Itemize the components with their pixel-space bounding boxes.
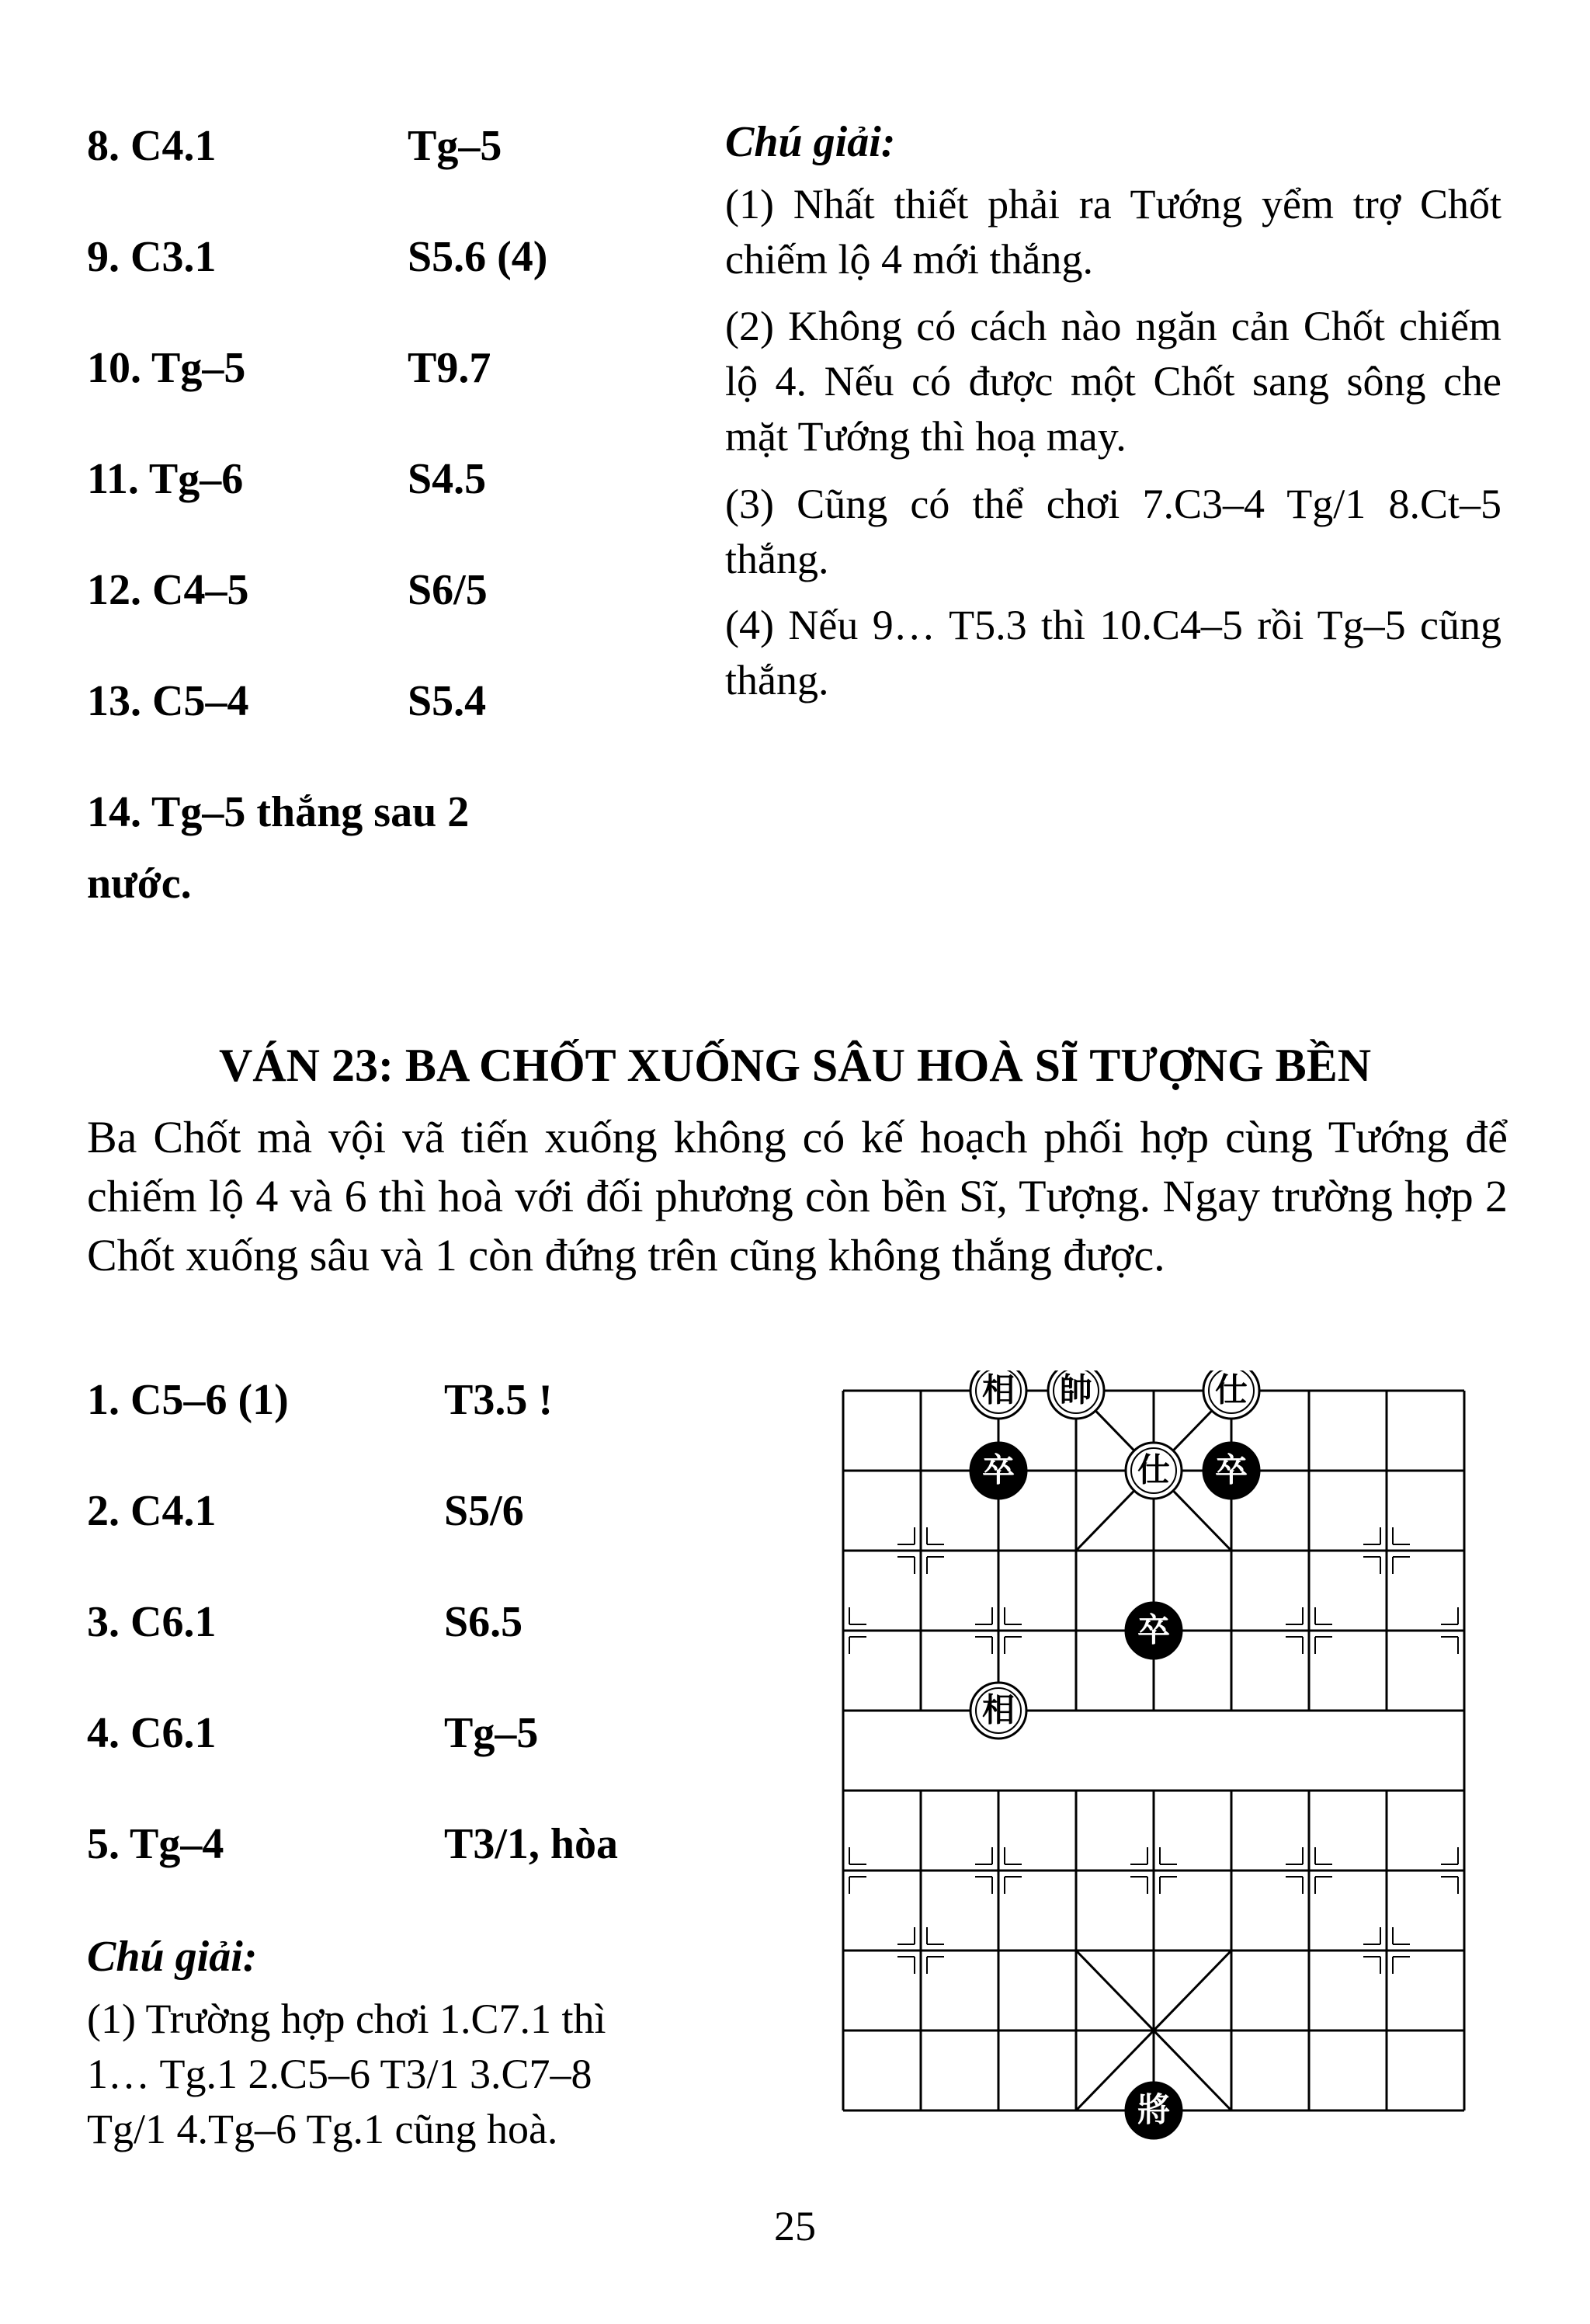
- move-reply: Tg–5: [444, 1709, 539, 1757]
- move-number: 10. Tg–5: [87, 344, 246, 392]
- note-paragraph: (4) Nếu 9… T5.3 thì 10.C4–5 rồi Tg–5 cũng thắng.: [725, 602, 1501, 703]
- move-number: 2. C4.1: [87, 1487, 217, 1535]
- move-number: 11. Tg–6: [87, 455, 244, 503]
- move-reply: S6.5: [444, 1598, 523, 1646]
- move-number: 9. C3.1: [87, 233, 217, 281]
- note-line: 1… Tg.1 2.C5–6 T3/1 3.C7–8: [87, 2051, 592, 2097]
- black-piece: [1126, 2083, 1182, 2138]
- piece-label: 卒: [1214, 1450, 1248, 1489]
- move-reply: S5.6 (4): [408, 233, 548, 281]
- black-piece: [970, 1443, 1026, 1499]
- move-number: 8. C4.1: [87, 122, 217, 170]
- piece-label: 仕: [1214, 1370, 1248, 1409]
- piece-label: 卒: [981, 1450, 1015, 1489]
- piece-label: 卒: [1137, 1610, 1171, 1649]
- intro-paragraph: Ba Chốt mà vội vã tiến xuống không có kế hoạch phối hợp cùng Tướng để chiếm lộ 4 và 6 thì hoà với đối phương còn bền Sĩ, Tượng. Ngay trường hợp 2 Chốt xuống sâu và 1 còn đứng trên cũng không thắng được.: [87, 1112, 1508, 1280]
- note-paragraph: (3) Cũng có thể chơi 7.C3–4 Tg/1 8.Ct–5 thắng.: [725, 481, 1501, 582]
- move-number: 1. C5–6 (1): [87, 1376, 289, 1424]
- notes-title: Chú giải:: [725, 118, 896, 166]
- move-number: 12. C4–5: [87, 566, 249, 614]
- red-piece: [1048, 1370, 1104, 1419]
- move-number: 4. C6.1: [87, 1709, 217, 1757]
- piece-label: 仕: [1137, 1450, 1171, 1489]
- section-title: VÁN 23: BA CHỐT XUỐNG SÂU HOÀ SĨ TƯỢNG BỀN: [218, 1040, 1372, 1091]
- notes-title: Chú giải:: [87, 1933, 258, 1981]
- move-reply: T9.7: [408, 344, 491, 392]
- move-number: 5. Tg–4: [87, 1820, 224, 1868]
- piece-label: 相: [981, 1690, 1015, 1729]
- move-reply: T3.5 !: [444, 1376, 553, 1424]
- red-piece: [970, 1683, 1026, 1739]
- note-paragraph: (2) Không có cách nào ngăn cản Chốt chiếm lộ 4. Nếu có được một Chốt sang sông che mặt Tướng thì hoạ may.: [725, 303, 1501, 460]
- move-number: 3. C6.1: [87, 1598, 217, 1646]
- move-reply: S5/6: [444, 1487, 524, 1535]
- xiangqi-board-diagram: [831, 1370, 1475, 2147]
- note-line: Tg/1 4.Tg–6 Tg.1 cũng hoà.: [87, 2106, 558, 2152]
- move-number: 13. C5–4: [87, 677, 249, 725]
- red-piece: [1126, 1443, 1182, 1499]
- piece-label: 帥: [1059, 1370, 1093, 1409]
- final-move-line: nước.: [87, 860, 192, 908]
- page-number: 25: [774, 2203, 816, 2249]
- red-piece: [1203, 1370, 1259, 1419]
- note-paragraph: (1) Nhất thiết phải ra Tướng yểm trợ Chốt chiếm lộ 4 mới thắng.: [725, 181, 1501, 283]
- black-piece: [1126, 1603, 1182, 1659]
- move-reply: S4.5: [408, 455, 487, 503]
- piece-label: 相: [981, 1370, 1015, 1409]
- final-move-line: 14. Tg–5 thắng sau 2: [87, 788, 470, 836]
- move-reply: S5.4: [408, 677, 487, 725]
- board-pieces: [970, 1370, 1259, 2138]
- move-reply: T3/1, hòa: [444, 1820, 619, 1868]
- piece-label: 將: [1137, 2090, 1171, 2129]
- red-piece: [970, 1370, 1026, 1419]
- move-reply: S6/5: [408, 566, 488, 614]
- note-line: (1) Trường hợp chơi 1.C7.1 thì: [87, 1996, 606, 2042]
- black-piece: [1203, 1443, 1259, 1499]
- move-reply: Tg–5: [408, 122, 502, 170]
